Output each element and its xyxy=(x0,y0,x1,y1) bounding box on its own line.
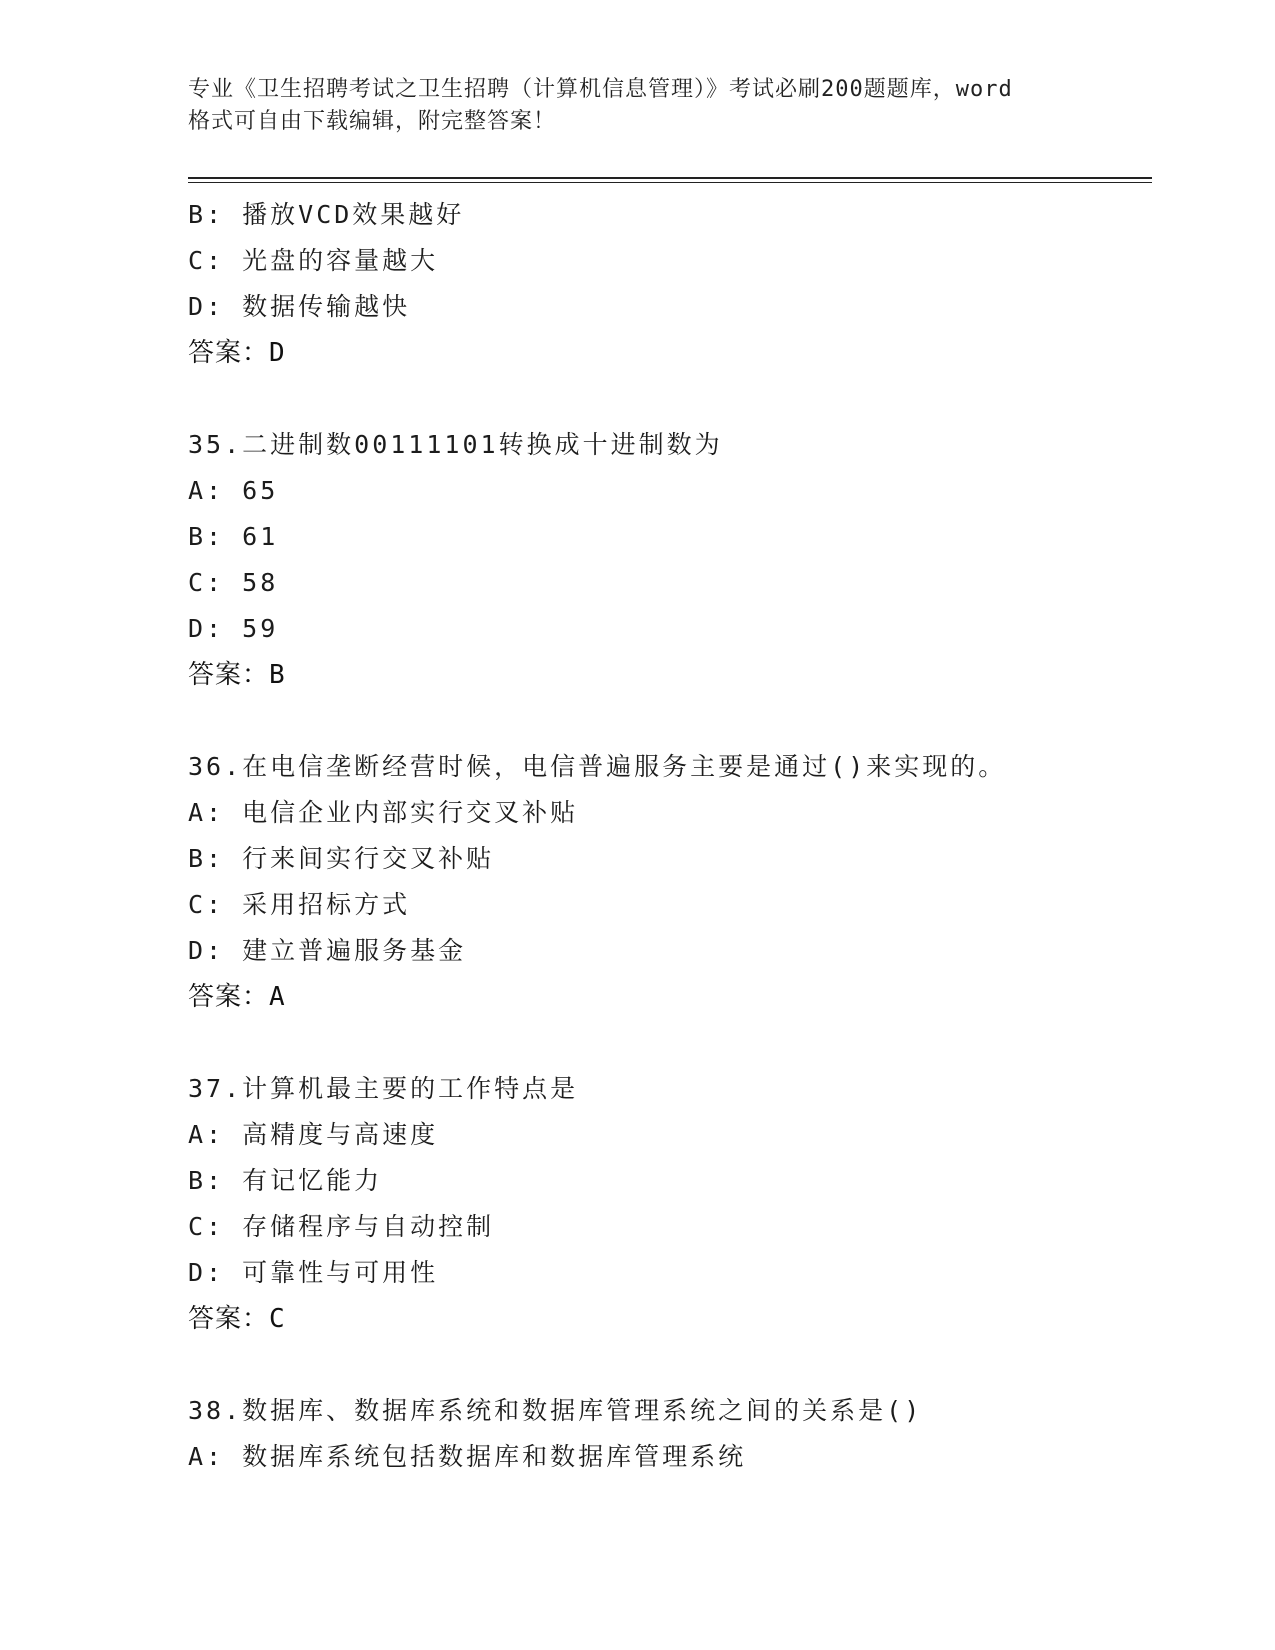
header-divider-thin xyxy=(188,182,1152,183)
option-d: D: 数据传输越快 xyxy=(188,292,411,321)
question-35 xyxy=(188,422,1148,698)
header-line-2: 格式可自由下载编辑，附完整答案！ xyxy=(188,109,557,134)
option-c: C: 58 xyxy=(188,568,279,597)
option-b: B: 有记忆能力 xyxy=(188,1166,383,1195)
option-d: D: 59 xyxy=(188,614,279,643)
header-divider-thick xyxy=(188,177,1152,179)
document-header xyxy=(188,74,1088,138)
question-34-continued xyxy=(188,192,1148,376)
question-text: 38.数据库、数据库系统和数据库管理系统之间的关系是() xyxy=(188,1396,923,1425)
answer: 答案：A xyxy=(188,982,286,1012)
option-b: B: 61 xyxy=(188,522,279,551)
option-a: A: 数据库系统包括数据库和数据库管理系统 xyxy=(188,1442,747,1471)
question-text: 35.二进制数00111101转换成十进制数为 xyxy=(188,430,723,459)
answer: 答案：D xyxy=(188,338,286,368)
question-37 xyxy=(188,1066,1148,1342)
option-b: B: 播放VCD效果越好 xyxy=(188,200,465,229)
option-b: B: 行来间实行交叉补贴 xyxy=(188,844,495,873)
option-d: D: 可靠性与可用性 xyxy=(188,1258,439,1287)
question-text: 37.计算机最主要的工作特点是 xyxy=(188,1074,579,1103)
option-d: D: 建立普遍服务基金 xyxy=(188,936,467,965)
question-38 xyxy=(188,1388,1148,1480)
option-c: C: 存储程序与自动控制 xyxy=(188,1212,495,1241)
header-line-1: 专业《卫生招聘考试之卫生招聘（计算机信息管理）》考试必刷200题题库，word xyxy=(188,77,1013,102)
question-36 xyxy=(188,744,1148,1020)
answer: 答案：B xyxy=(188,660,286,690)
option-c: C: 光盘的容量越大 xyxy=(188,246,439,275)
question-text: 36.在电信垄断经营时候，电信普遍服务主要是通过()来实现的。 xyxy=(188,752,1007,781)
answer: 答案：C xyxy=(188,1304,286,1334)
option-a: A: 65 xyxy=(188,476,279,505)
option-c: C: 采用招标方式 xyxy=(188,890,411,919)
question-list xyxy=(188,192,1148,1480)
option-a: A: 电信企业内部实行交叉补贴 xyxy=(188,798,579,827)
option-a: A: 高精度与高速度 xyxy=(188,1120,439,1149)
